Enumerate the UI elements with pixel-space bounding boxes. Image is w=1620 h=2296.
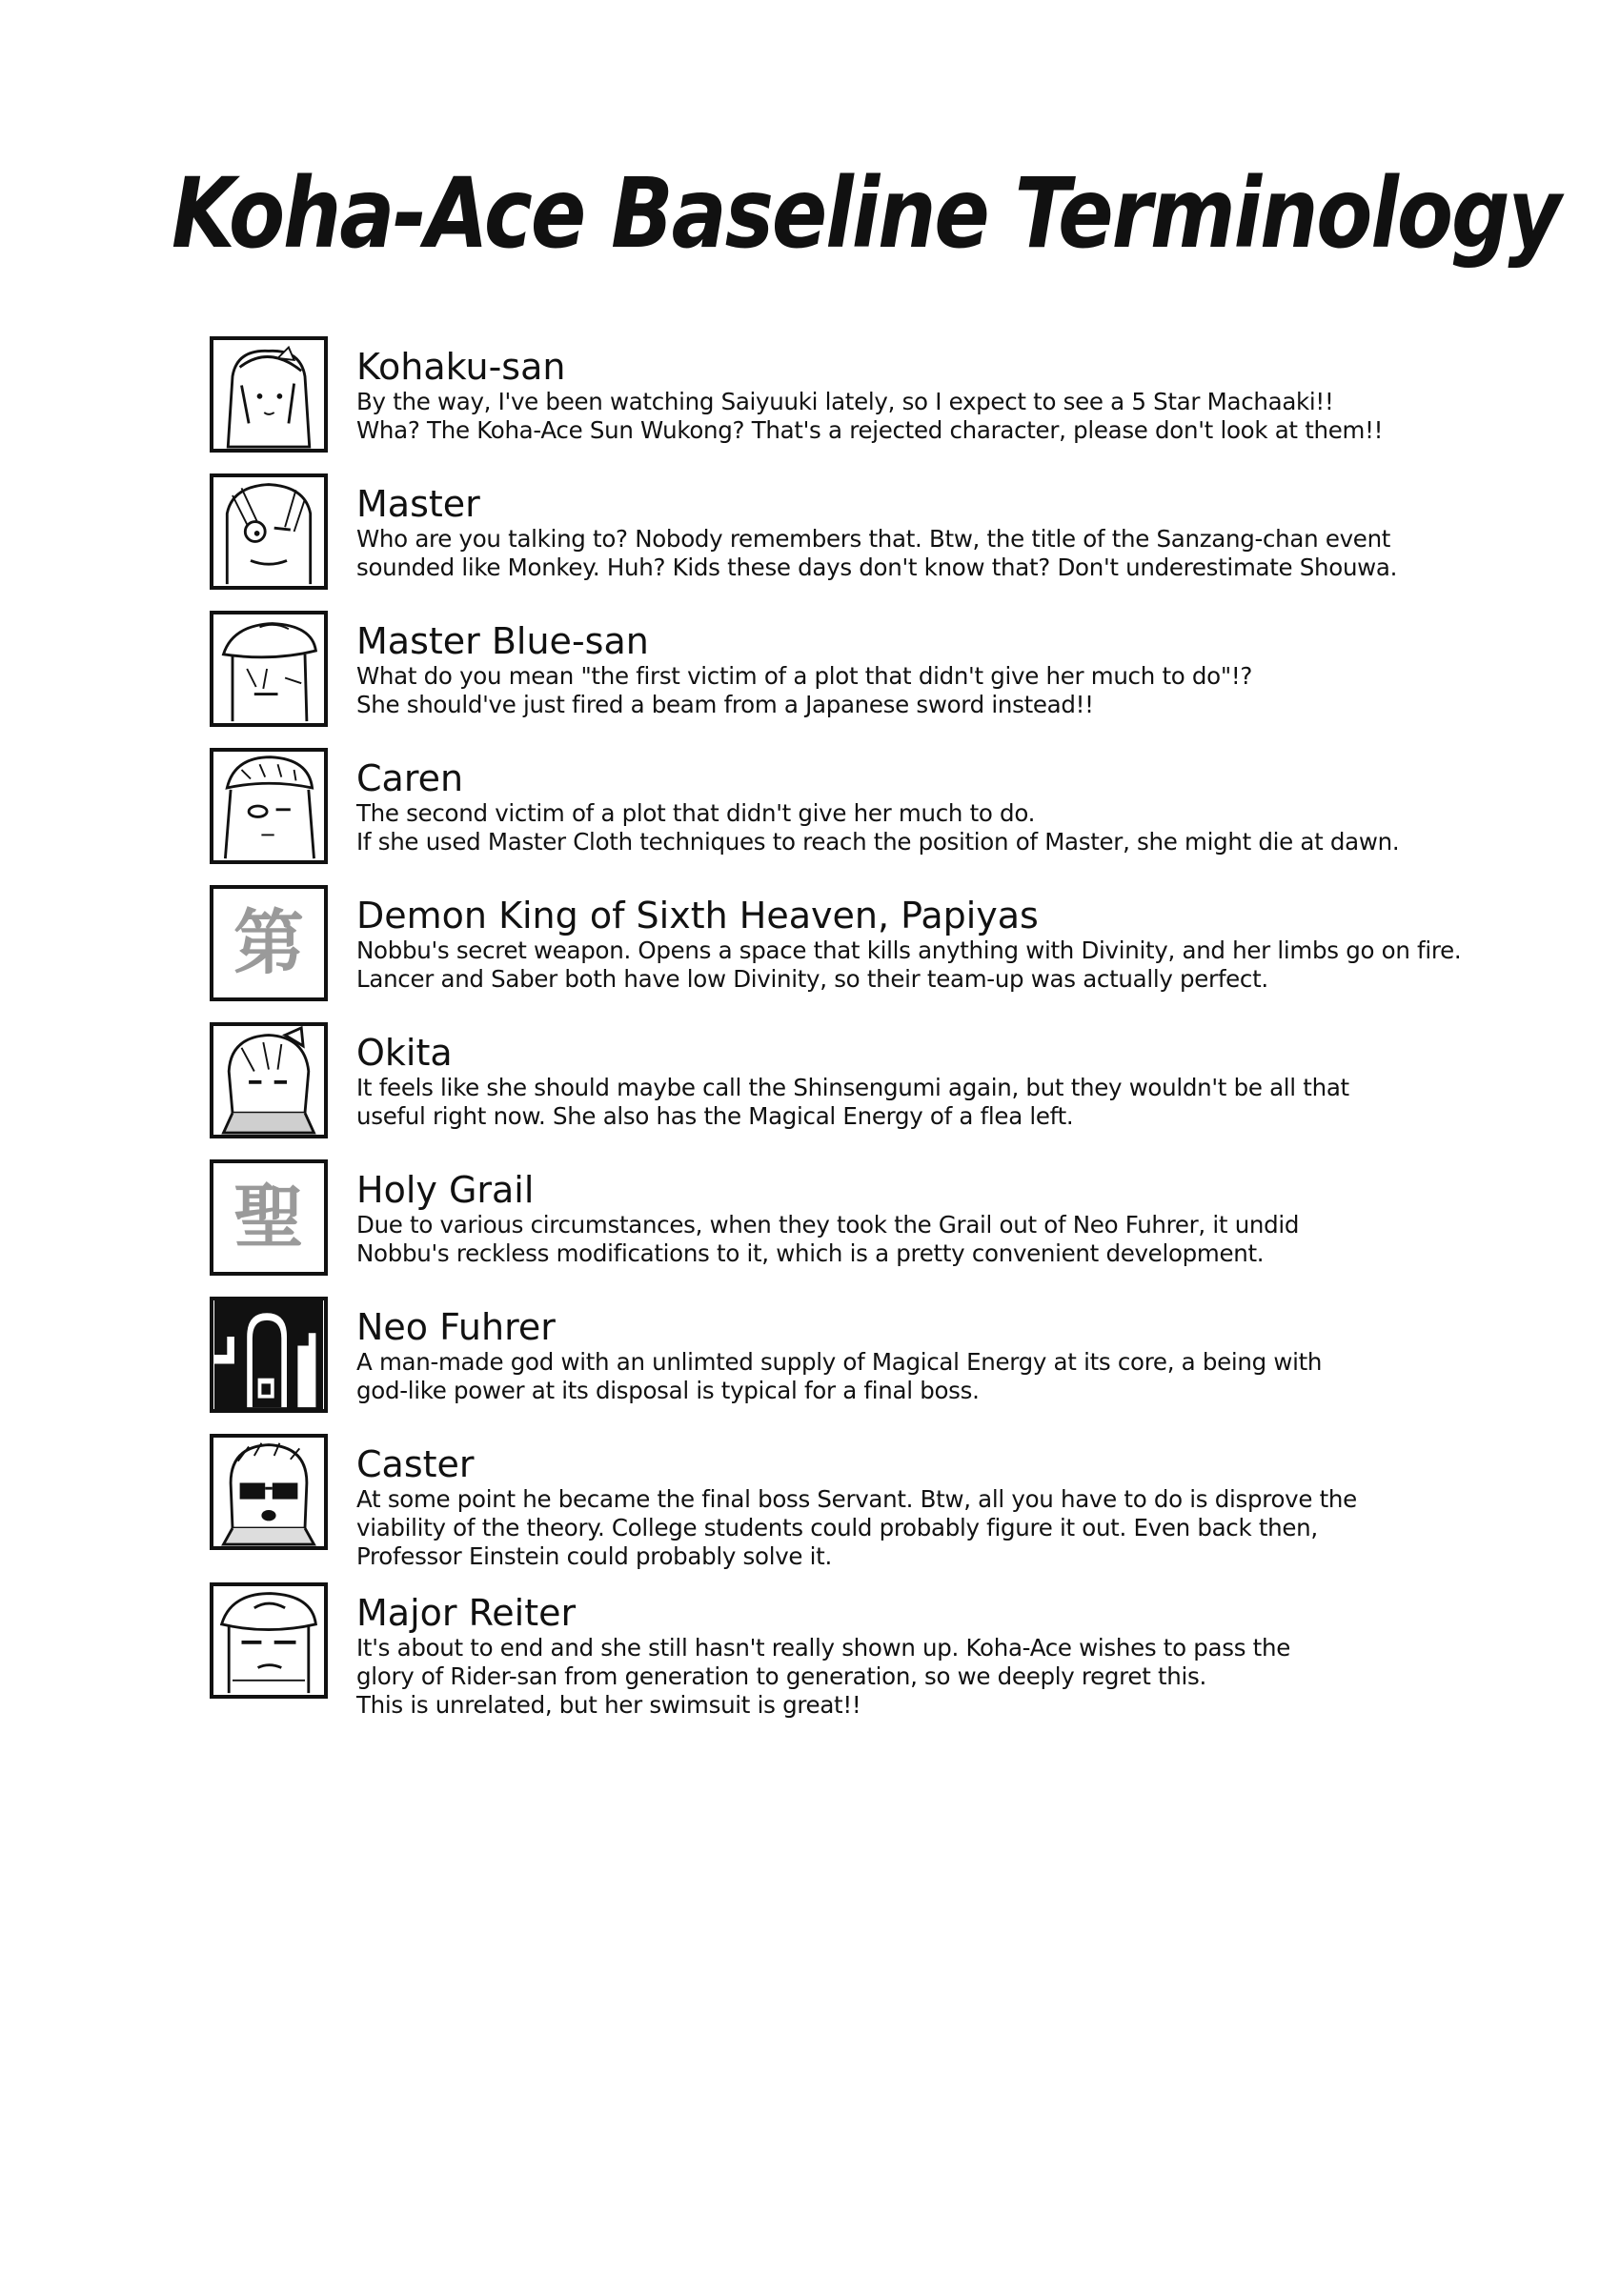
term-name: Holy Grail (356, 1169, 535, 1211)
terminology-list (210, 336, 1591, 1720)
term-name: Demon King of Sixth Heaven, Papiyas (356, 895, 1039, 937)
term-description: What do you mean "the first victim of a plot that didn't give her much to do"!? She should've just fired a beam from a Japanese sword instead!! (356, 662, 1253, 718)
caster-icon (210, 1434, 328, 1550)
term-description: Due to various circumstances, when they took the Grail out of Neo Fuhrer, it undid Nobbu's reckless modifications to it, which is a pretty convenient development. (356, 1211, 1300, 1267)
list-item (210, 1159, 1591, 1297)
caren-icon (210, 748, 328, 864)
major-reiter-icon (210, 1582, 328, 1699)
term-description: Who are you talking to? Nobody remembers that. Btw, the title of the Sanzang-chan event sounded like Monkey. Huh? Kids these days don't know that? Don't underestimate Shouwa. (356, 525, 1398, 581)
list-item (210, 336, 1591, 473)
term-name: Neo Fuhrer (356, 1306, 556, 1348)
term-name: Caster (356, 1443, 475, 1485)
kohaku-icon (210, 336, 328, 453)
list-item (210, 1582, 1591, 1720)
term-name: Major Reiter (356, 1592, 577, 1634)
term-description: At some point he became the final boss Servant. Btw, all you have to do is disprove the viability of the theory. College students could probably figure it out. Even back then, Professor Einstein could probably solve it. (356, 1485, 1357, 1570)
list-item (210, 1022, 1591, 1159)
term-name: Caren (356, 757, 464, 799)
term-description: By the way, I've been watching Saiyuuki lately, so I expect to see a 5 Star Machaaki!! Wha? The Koha-Ace Sun Wukong? That's a rejected character, please don't look at them!! (356, 388, 1384, 444)
list-item (210, 611, 1591, 748)
list-item (210, 473, 1591, 611)
term-name: Okita (356, 1032, 453, 1074)
list-item (210, 748, 1591, 885)
master-blue-icon (210, 611, 328, 727)
term-description: It feels like she should maybe call the Shinsengumi again, but they wouldn't be all that useful right now. She also has the Magical Energy of a flea left. (356, 1074, 1349, 1130)
list-item (210, 1434, 1591, 1582)
page-title: Koha-Ace Baseline Terminology (172, 157, 1560, 271)
kanji-dai-icon: 第 (210, 885, 328, 1001)
term-name: Master Blue-san (356, 620, 649, 662)
list-item (210, 885, 1591, 1022)
okita-icon (210, 1022, 328, 1138)
term-description: A man-made god with an unlimted supply of Magical Energy at its core, a being with god-like power at its disposal is typical for a final boss. (356, 1348, 1323, 1404)
master-icon (210, 473, 328, 590)
neo-fuhrer-icon (210, 1297, 328, 1413)
term-description: It's about to end and she still hasn't really shown up. Koha-Ace wishes to pass the glory of Rider-san from generation to generation, so we deeply regret this. This is unrelated, but her swimsuit is great!! (356, 1634, 1290, 1719)
term-name: Kohaku-san (356, 346, 566, 388)
term-name: Master (356, 483, 480, 525)
kanji-sei-icon: 聖 (210, 1159, 328, 1276)
list-item (210, 1297, 1591, 1434)
term-description: The second victim of a plot that didn't give her much to do. If she used Master Cloth techniques to reach the position of Master, she might die at dawn. (356, 799, 1400, 856)
term-description: Nobbu's secret weapon. Opens a space that kills anything with Divinity, and her limbs go on fire. Lancer and Saber both have low Divinity, so their team-up was actually perfect. (356, 937, 1462, 993)
